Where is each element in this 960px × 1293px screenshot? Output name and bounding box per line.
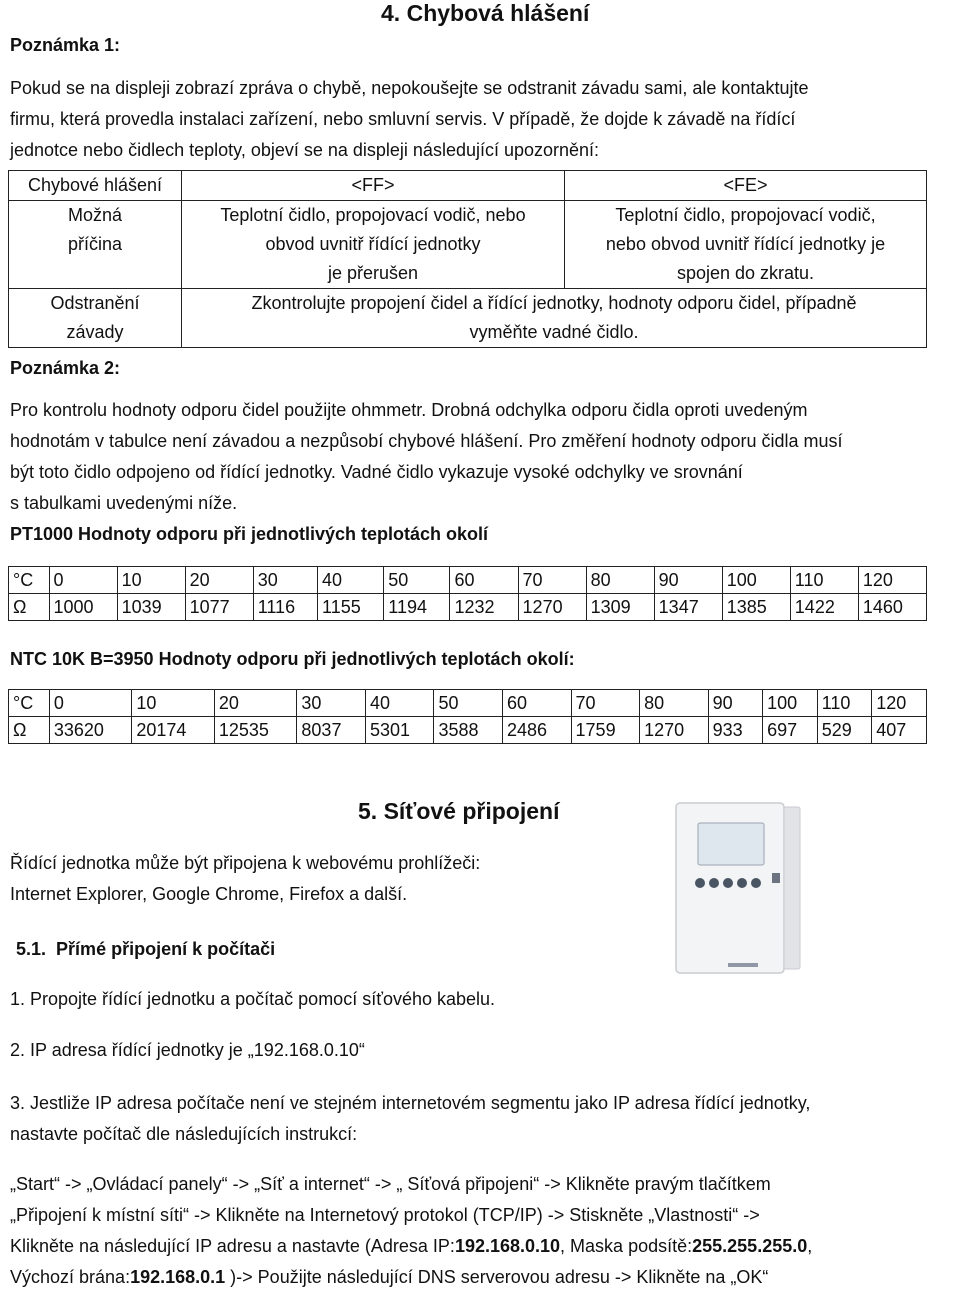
row-unit-cell: °C <box>9 690 50 717</box>
fix-text-cell <box>182 289 927 348</box>
browser-line: Řídící jednotka může být připojena k webovému prohlížeči: <box>10 853 481 873</box>
cause-fe-line: Teplotní čidlo, propojovací vodič, <box>615 205 876 225</box>
row-unit-cell: Ω <box>9 594 50 621</box>
value-cell: 1077 <box>185 594 253 621</box>
value-cell: 1385 <box>722 594 790 621</box>
control-unit-image <box>668 795 808 980</box>
fix-text-line: vyměňte vadné čidlo. <box>469 322 639 342</box>
value-cell: 407 <box>872 717 927 744</box>
pt1000-temperature-row <box>9 567 927 594</box>
ntc-temperature-row <box>9 690 927 717</box>
cause-label-cell <box>9 201 182 289</box>
step-2: 2. IP adresa řídící jednotky je „192.168.0.10“ <box>10 1040 365 1060</box>
section-5-number: 5. <box>358 798 378 824</box>
value-cell: 40 <box>365 690 434 717</box>
note-2-label: Poznámka 2: <box>10 358 121 378</box>
ntc-table <box>8 689 927 744</box>
value-cell: 1232 <box>450 594 518 621</box>
value-cell: 8037 <box>297 717 366 744</box>
value-cell: 5301 <box>365 717 434 744</box>
instructions-line <box>10 1231 950 1262</box>
value-cell: 90 <box>708 690 763 717</box>
value-cell: 100 <box>763 690 818 717</box>
value-cell: 20174 <box>132 717 215 744</box>
value-cell: 80 <box>640 690 709 717</box>
value-cell: 100 <box>722 567 790 594</box>
ntc-title: NTC 10K B=3950 Hodnoty odporu při jednotlivých teplotách okolí: <box>10 649 575 669</box>
instructions-line: „Připojení k místní síti“ -> Klikněte na Internetový protokol (TCP/IP) -> Stiskněte „Vlastnosti“ -> <box>10 1205 760 1225</box>
value-cell: 3588 <box>434 717 503 744</box>
cause-label-line: Možná <box>67 205 123 225</box>
note-1-label: Poznámka 1: <box>10 35 121 55</box>
note-2-line: hodnotám v tabulce není závadou a nezpůsobí chybové hlášení. Pro změření hodnoty odporu čidla musí <box>10 431 843 451</box>
default-gateway: 192.168.0.1 <box>130 1267 226 1287</box>
error-table-fix-row <box>9 289 927 348</box>
ntc-resistance-row <box>9 717 927 744</box>
value-cell: 1270 <box>518 594 586 621</box>
value-cell: 697 <box>763 717 818 744</box>
value-cell: 20 <box>214 690 297 717</box>
fix-label-cell <box>9 289 182 348</box>
error-table-header-cell: <FE> <box>565 171 927 201</box>
step-3 <box>10 1088 950 1150</box>
cause-fe-line: nebo obvod uvnitř řídící jednotky je <box>605 234 886 254</box>
value-cell: 933 <box>708 717 763 744</box>
value-cell: 120 <box>872 690 927 717</box>
value-cell: 12535 <box>214 717 297 744</box>
value-cell: 60 <box>503 690 572 717</box>
value-cell: 1155 <box>318 594 384 621</box>
value-cell: 1116 <box>253 594 317 621</box>
fix-label-line: závady <box>66 322 124 342</box>
fix-text-line: Zkontrolujte propojení čidel a řídící jednotky, hodnoty odporu čidel, případně <box>251 293 857 313</box>
pt1000-table <box>8 566 927 621</box>
instructions-text: Výchozí brána: <box>10 1267 131 1287</box>
row-unit-cell: °C <box>9 567 50 594</box>
note-2-line: Pro kontrolu hodnoty odporu čidel použijte ohmmetr. Drobná odchylka odporu čidla oproti uvedeným <box>10 400 808 420</box>
instructions-text: , Maska podsítě: <box>560 1236 693 1256</box>
value-cell: 20 <box>185 567 253 594</box>
intro-line: jednotce nebo čidlech teploty, objeví se na displeji následující upozornění: <box>10 140 600 160</box>
value-cell: 1039 <box>117 594 185 621</box>
value-cell: 1422 <box>790 594 858 621</box>
value-cell: 1270 <box>640 717 709 744</box>
cause-ff-line: obvod uvnitř řídící jednotky <box>265 234 481 254</box>
section-5-1-number: 5.1. <box>16 939 47 959</box>
value-cell: 70 <box>571 690 640 717</box>
ip-address: 192.168.0.10 <box>454 1236 561 1256</box>
section-5-1-heading <box>16 939 275 960</box>
value-cell: 2486 <box>503 717 572 744</box>
pt1000-title: PT1000 Hodnoty odporu při jednotlivých teplotách okolí <box>10 524 489 544</box>
intro-paragraph <box>10 73 950 166</box>
note-2-line: s tabulkami uvedenými níže. <box>10 493 238 513</box>
value-cell: 1759 <box>571 717 640 744</box>
instructions-paragraph <box>10 1169 950 1293</box>
section-5-1-title: Přímé připojení k počítači <box>56 939 276 959</box>
section-5-heading <box>358 798 559 825</box>
step-3-line: nastavte počítač dle následujících instrukcí: <box>10 1124 358 1144</box>
value-cell: 529 <box>817 717 872 744</box>
pt1000-resistance-row <box>9 594 927 621</box>
note-2-paragraph <box>10 395 950 519</box>
intro-line: firmu, která provedla instalaci zařízení, nebo smluvní servis. V případě, že dojde k závadě na řídící <box>10 109 796 129</box>
subnet-mask: 255.255.255.0 <box>692 1236 808 1256</box>
value-cell: 90 <box>654 567 722 594</box>
value-cell: 1460 <box>858 594 926 621</box>
instructions-text: )-> Použijte následující DNS serverovou adresu -> Klikněte na „OK“ <box>225 1267 769 1287</box>
value-cell: 40 <box>318 567 384 594</box>
cause-fe-line: spojen do zkratu. <box>676 263 815 283</box>
value-cell: 1194 <box>384 594 450 621</box>
value-cell: 50 <box>384 567 450 594</box>
instructions-line <box>10 1262 950 1293</box>
cause-ff-cell <box>182 201 565 289</box>
error-table-header-row <box>9 171 927 201</box>
value-cell: 0 <box>49 690 132 717</box>
step-3-line: 3. Jestliže IP adresa počítače není ve stejném internetovém segmentu jako IP adresa řídící jednotky, <box>10 1093 811 1113</box>
value-cell: 120 <box>858 567 926 594</box>
section-4-number: 4. <box>381 0 401 26</box>
browser-paragraph <box>10 848 650 910</box>
value-cell: 33620 <box>49 717 132 744</box>
value-cell: 110 <box>790 567 858 594</box>
value-cell: 1000 <box>49 594 117 621</box>
value-cell: 110 <box>817 690 872 717</box>
row-unit-cell: Ω <box>9 717 50 744</box>
value-cell: 30 <box>297 690 366 717</box>
instructions-line: „Start“ -> „Ovládací panely“ -> „Síť a internet“ -> „ Síťová připojeni“ -> Klikněte pravým tlačítkem <box>10 1174 771 1194</box>
browser-line: Internet Explorer, Google Chrome, Firefox a další. <box>10 884 408 904</box>
intro-line: Pokud se na displeji zobrazí zpráva o chybě, nepokoušejte se odstranit závadu sami, ale kontaktujte <box>10 78 809 98</box>
note-2-line: být toto čidlo odpojeno od řídící jednotky. Vadné čidlo vykazuje vysoké odchylky ve srovnání <box>10 462 743 482</box>
cause-ff-line: je přerušen <box>327 263 419 283</box>
value-cell: 60 <box>450 567 518 594</box>
error-table-header-cell: <FF> <box>182 171 565 201</box>
error-table <box>8 170 927 348</box>
value-cell: 70 <box>518 567 586 594</box>
value-cell: 30 <box>253 567 317 594</box>
cause-label-line: příčina <box>67 234 123 254</box>
cause-ff-line: Teplotní čidlo, propojovací vodič, nebo <box>220 205 526 225</box>
value-cell: 0 <box>49 567 117 594</box>
error-table-cause-row <box>9 201 927 289</box>
step-1: 1. Propojte řídící jednotku a počítač pomocí síťového kabelu. <box>10 989 496 1009</box>
value-cell: 80 <box>586 567 654 594</box>
fix-label-line: Odstranění <box>50 293 140 313</box>
instructions-text: , <box>807 1236 813 1256</box>
value-cell: 1347 <box>654 594 722 621</box>
error-table-header-cell: Chybové hlášení <box>9 171 182 201</box>
value-cell: 50 <box>434 690 503 717</box>
value-cell: 1309 <box>586 594 654 621</box>
section-4-title: Chybová hlášení <box>406 0 590 26</box>
instructions-text: Klikněte na následující IP adresu a nastavte (Adresa IP: <box>10 1236 455 1256</box>
cause-fe-cell <box>565 201 927 289</box>
section-4-heading <box>381 0 589 27</box>
value-cell: 10 <box>132 690 215 717</box>
value-cell: 10 <box>117 567 185 594</box>
section-5-title: Síťové připojení <box>383 798 560 824</box>
